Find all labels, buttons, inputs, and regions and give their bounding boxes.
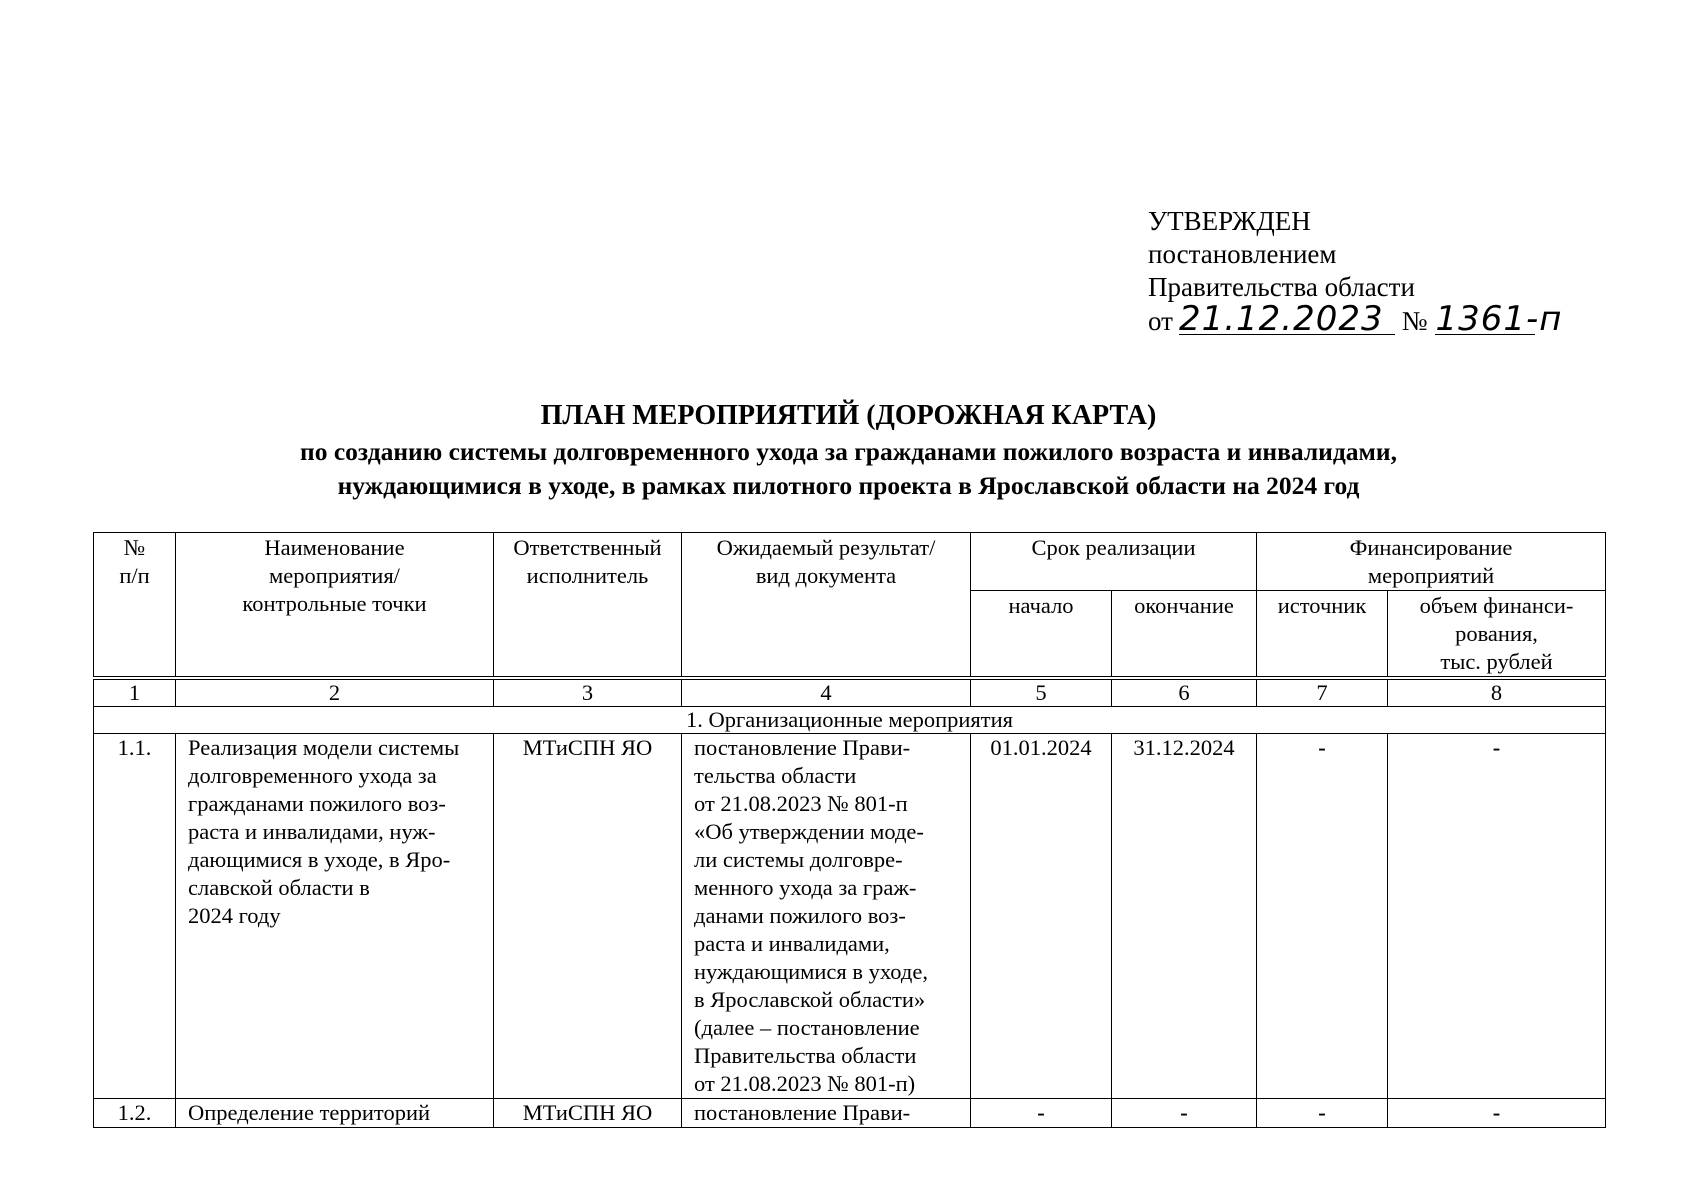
row-end: 31.12.2024 [1112, 734, 1257, 1099]
table-header-row [94, 533, 1606, 591]
row-start: - [971, 1099, 1112, 1128]
row-result: постановление Прави- [682, 1099, 971, 1128]
header-result: Ожидаемый результат/ вид документа [682, 533, 971, 679]
table-row [94, 1099, 1606, 1128]
column-number-row [94, 678, 1606, 707]
header-num: № п/п [94, 533, 176, 679]
row-start: 01.01.2024 [971, 734, 1112, 1099]
column-number: 4 [682, 678, 971, 707]
column-number: 8 [1388, 678, 1606, 707]
row-num: 1.2. [94, 1099, 176, 1128]
approval-number-label: № [1401, 306, 1428, 336]
row-executor: МТиСПН ЯО [494, 734, 682, 1099]
document-subtitle-line2: нуждающимися в уходе, в рамках пилотного проекта в Ярославской области на 2024 год [337, 471, 1360, 500]
header-financing: Финансирование мероприятий [1257, 533, 1606, 591]
section-row [94, 707, 1606, 734]
header-fin-source: источник [1257, 591, 1388, 679]
row-name: Реализация модели системы долговременного ухода за гражданами пожилого воз- раста и инвалидами, нуж- дающимися в уходе, в Яро- славской области в 2024 году [176, 734, 494, 1099]
row-end: - [1112, 1099, 1257, 1128]
row-volume: - [1388, 734, 1606, 1099]
row-source: - [1257, 734, 1388, 1099]
approval-number: 1361-п [1435, 299, 1563, 339]
column-number: 1 [94, 678, 176, 707]
header-name: Наименование мероприятия/ контрольные точки [176, 533, 494, 679]
column-number: 3 [494, 678, 682, 707]
roadmap-table [93, 532, 1606, 1128]
approval-status: УТВЕРЖДЕН [1148, 206, 1311, 236]
approval-by: постановлением [1148, 239, 1337, 269]
column-number: 6 [1112, 678, 1257, 707]
document-subtitle-line1: по созданию системы долговременного ухода за гражданами пожилого возраста и инвалидами, [300, 437, 1397, 466]
header-period: Срок реализации [971, 533, 1257, 591]
approval-block [1148, 205, 1563, 339]
header-executor: Ответственный исполнитель [494, 533, 682, 679]
row-name: Определение территорий [176, 1099, 494, 1128]
header-fin-volume: объем финанси- рования, тыс. рублей [1388, 591, 1606, 679]
row-volume: - [1388, 1099, 1606, 1128]
column-number: 2 [176, 678, 494, 707]
table-row [94, 734, 1606, 1099]
section-title: 1. Организационные мероприятия [94, 707, 1606, 734]
approval-date: 21.12.2023 [1179, 304, 1395, 335]
row-source: - [1257, 1099, 1388, 1128]
column-number: 7 [1257, 678, 1388, 707]
approval-date-line [1148, 299, 1563, 339]
row-executor: МТиСПН ЯО [494, 1099, 682, 1128]
row-num: 1.1. [94, 734, 176, 1099]
header-period-end: окончание [1112, 591, 1257, 679]
header-period-start: начало [971, 591, 1112, 679]
approval-from-label: от [1148, 306, 1173, 336]
row-result: постановление Прави- тельства области от 21.08.2023 № 801-п «Об утверждении моде- ли системы долговре- менного ухода за граж- данами пожилого воз- раста и инвалидами, нуждающимися в уходе, в Ярославской области» (далее – постановление Правительства области от 21.08.2023 № 801-п) [682, 734, 971, 1099]
column-number: 5 [971, 678, 1112, 707]
document-title: ПЛАН МЕРОПРИЯТИЙ (ДОРОЖНАЯ КАРТА) [540, 400, 1157, 431]
approval-authority: Правительства области [1148, 272, 1415, 302]
